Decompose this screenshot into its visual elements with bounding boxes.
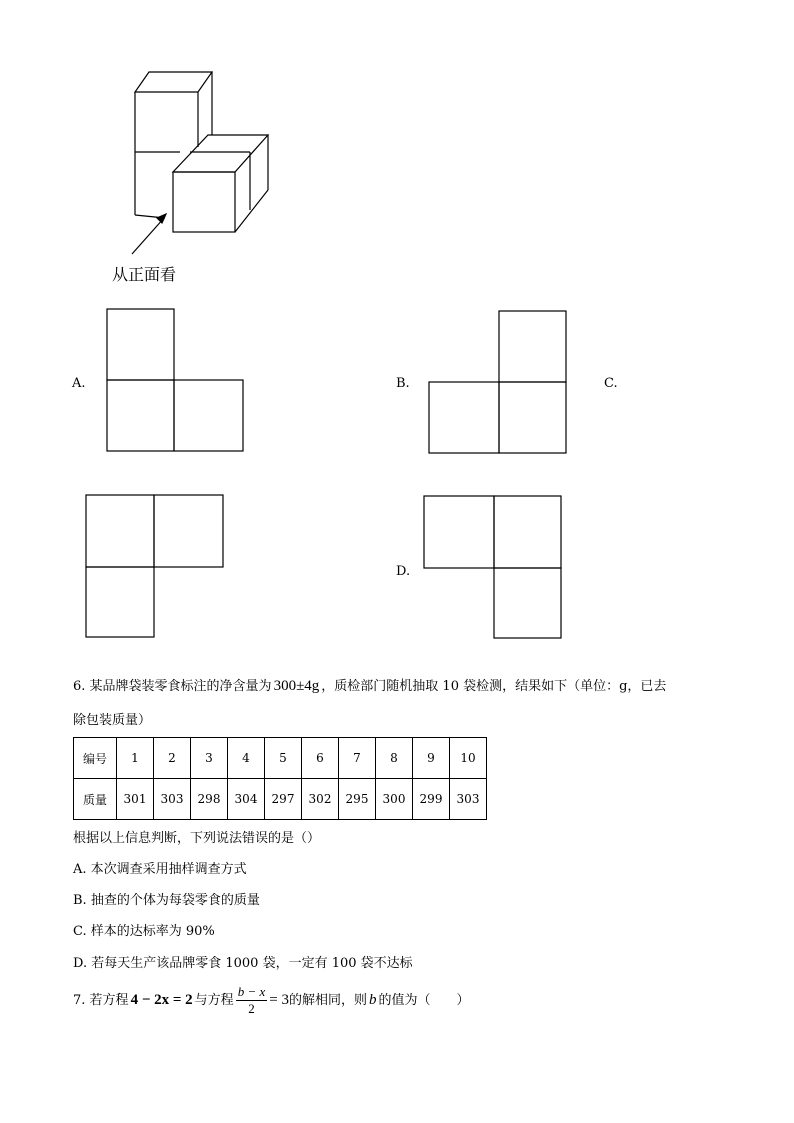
table-cell: 304: [228, 779, 265, 820]
q7-number: 7.: [73, 992, 86, 1008]
q6-option-a: A. 本次调查采用抽样调查方式: [73, 862, 247, 877]
q6-text-after: ，质检部门随机抽取 10 袋检测，结果如下（单位：g，已去: [321, 679, 667, 694]
q7-text3: 的解相同，则: [288, 992, 367, 1008]
option-b-figure: [428, 310, 568, 455]
table-cell: 质量: [74, 779, 117, 820]
q7-equation1: 4 − 2x = 2: [130, 991, 193, 1008]
table-cell: 297: [265, 779, 302, 820]
option-d-figure: [423, 495, 563, 640]
cube-top-face: [135, 72, 212, 92]
q6-option-c: C. 样本的达标率为 90%: [73, 924, 215, 939]
table-cell: 8: [376, 738, 413, 779]
table-cell: 5: [265, 738, 302, 779]
table-cell: 302: [302, 779, 339, 820]
table-cell: 2: [154, 738, 191, 779]
cube-stack-figure: [100, 60, 290, 260]
table-cell: 4: [228, 738, 265, 779]
table-cell: 10: [450, 738, 487, 779]
q7-text1: 若方程: [89, 992, 129, 1008]
table-cell: 298: [191, 779, 228, 820]
option-a-figure: [106, 308, 246, 454]
q7-fraction-denominator: 2: [248, 1000, 255, 1016]
q6-data-table: [73, 737, 487, 820]
option-d-label: D.: [396, 564, 411, 579]
option-a-label: A.: [72, 376, 86, 391]
table-cell: 300: [376, 779, 413, 820]
table-cell: 1: [117, 738, 154, 779]
table-row: [74, 738, 487, 779]
table-cell: 6: [302, 738, 339, 779]
q7-equation2-rhs: = 3: [269, 991, 289, 1008]
view-direction-caption: 从正面看: [112, 265, 177, 284]
table-cell: 9: [413, 738, 450, 779]
view-arrow: [132, 214, 166, 254]
q6-prompt: 根据以上信息判断，下列说法错误的是（）: [73, 831, 321, 846]
q7-variable-b: b: [368, 991, 377, 1008]
q6-spec: 300±4g: [273, 678, 320, 694]
table-cell: 3: [191, 738, 228, 779]
table-cell: 299: [413, 779, 450, 820]
option-b-label: B.: [396, 376, 410, 391]
q7-fraction: [236, 984, 268, 1017]
q6-number: 6.: [73, 679, 86, 694]
table-cell: 295: [339, 779, 376, 820]
q6-line2: 除包装质量）: [73, 713, 152, 728]
q7-fraction-numerator: b − x: [237, 983, 266, 999]
q6-option-b: B. 抽查的个体为每袋零食的质量: [73, 893, 260, 908]
table-row: [74, 779, 487, 820]
q7-text2: 与方程: [194, 992, 234, 1008]
option-c-label: C.: [604, 376, 618, 391]
table-cell: 301: [117, 779, 154, 820]
table-cell: 编号: [74, 738, 117, 779]
q6-text-before: 某品牌袋装零食标注的净含量为: [89, 679, 272, 694]
table-cell: 303: [450, 779, 487, 820]
q7-text4: 的值为（ ）: [378, 992, 470, 1008]
q6-line1: [73, 679, 666, 694]
q7-line: [73, 982, 469, 1018]
table-cell: 303: [154, 779, 191, 820]
option-c-figure: [85, 494, 225, 639]
q6-option-d: D. 若每天生产该品牌零食 1000 袋，一定有 100 袋不达标: [73, 956, 413, 971]
table-cell: 7: [339, 738, 376, 779]
